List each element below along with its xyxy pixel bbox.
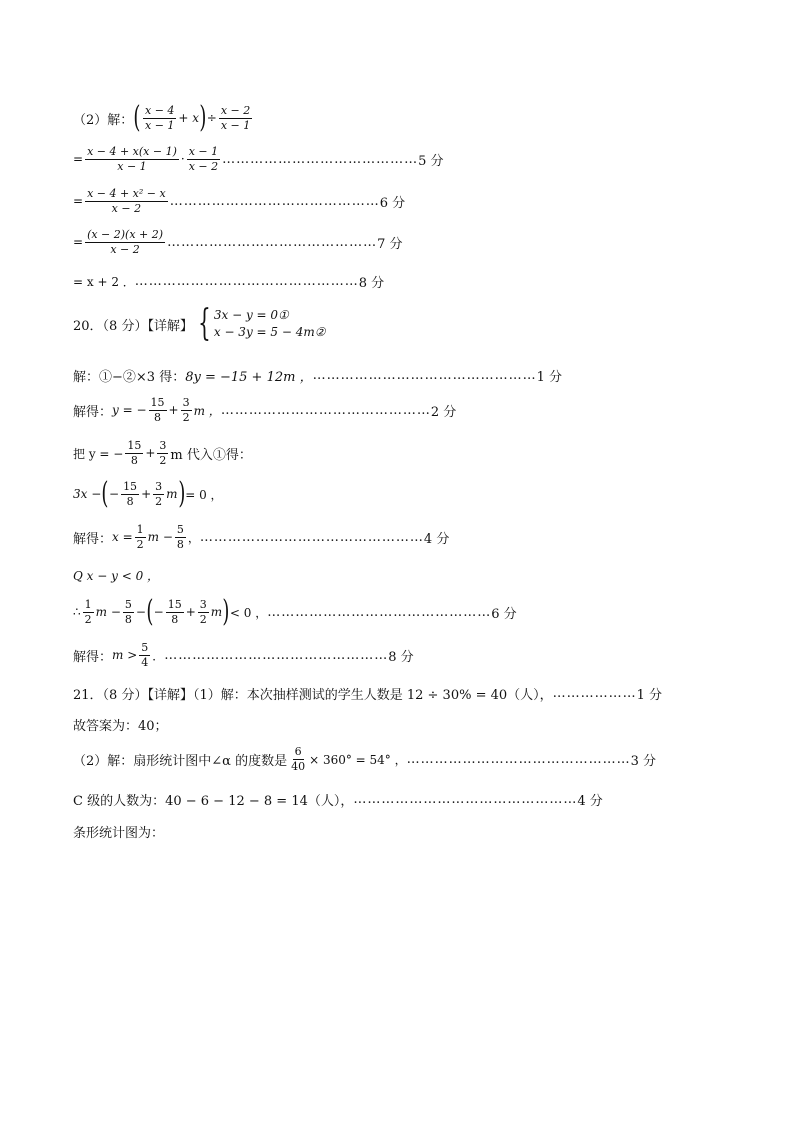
divide-sign: ÷	[206, 111, 217, 125]
leader-dots: …………………………………………	[134, 274, 359, 289]
result: = x + 2 ．	[73, 275, 135, 289]
part2-line3	[73, 187, 405, 216]
plus: +	[141, 487, 152, 501]
part2-line2	[73, 145, 444, 174]
q21-part2	[73, 745, 656, 774]
variable-m: m	[210, 605, 223, 619]
expr-part: ．	[152, 648, 165, 663]
fraction: $\frac{1}{2}$	[84, 597, 92, 626]
step-label: 解得：	[73, 649, 113, 665]
times-dot: ·	[180, 152, 185, 167]
q20-header	[73, 303, 326, 344]
expr-part: 3x −	[73, 487, 102, 501]
plus-x: + x	[178, 111, 200, 125]
expr-part: m >	[112, 648, 138, 663]
score: 8 分	[358, 276, 385, 291]
q21-answer	[73, 715, 168, 734]
score: 1 分	[536, 370, 562, 385]
leader-dots: ………………………………………	[167, 234, 378, 250]
c-level-text: C 级的人数为：40 − 6 − 12 − 8 = 14（人），	[73, 794, 354, 809]
fraction: $\frac{3}{2}$	[199, 597, 207, 626]
fraction: $\frac{x - 2}{x - 1}$	[220, 103, 251, 132]
fraction: $\frac{15}{8}$	[150, 396, 165, 424]
answer-text: 故答案为：40；	[73, 719, 168, 734]
left-paren: (	[133, 100, 141, 135]
plus: +	[185, 605, 196, 619]
variable-m: m	[166, 487, 178, 501]
leader-dots: …………………………………………	[406, 751, 631, 767]
plus: +	[168, 403, 179, 418]
fraction: $\frac{3}{2}$	[159, 439, 167, 467]
bar-chart-label: 条形统计图为：	[73, 826, 165, 841]
fraction: $\frac{6}{40}$	[291, 745, 306, 773]
score: 6 分	[379, 195, 406, 211]
minus: −	[109, 487, 120, 501]
score: 6 分	[491, 606, 517, 622]
fraction: $\frac{3}{2}$	[182, 396, 190, 424]
fraction: $\frac{15}{8}$	[127, 439, 142, 467]
expr-part: x =	[112, 530, 133, 545]
fraction: $\frac{1}{2}$	[136, 523, 144, 551]
score: 1 分	[636, 688, 663, 703]
expr-part: y = −	[112, 403, 147, 418]
q20-step1	[73, 366, 562, 385]
equals: =	[73, 152, 84, 167]
fraction: $\frac{15}{8}$	[123, 479, 138, 508]
leader-dots: …………………………………………	[312, 368, 537, 383]
part2-label: （2）解：	[73, 112, 134, 128]
part2-text: （2）解：扇形统计图中∠α 的度数是	[73, 753, 288, 769]
minus: −	[153, 605, 164, 619]
right-paren: )	[222, 594, 230, 629]
equation-1: 3x − y = 0①	[213, 307, 289, 322]
expr-part: ，	[187, 530, 200, 545]
leader-dots: …………………………………………	[199, 529, 424, 545]
leader-dots: ………………………………………	[169, 193, 380, 209]
q20-step6	[73, 567, 159, 584]
score: 3 分	[630, 753, 657, 769]
leader-dots: …………………………………………	[267, 604, 492, 620]
leader-dots: ………………	[552, 686, 637, 701]
q20-step7	[73, 594, 517, 629]
expr-part: m −	[147, 530, 173, 545]
expr-part: < 0 ，	[229, 605, 268, 620]
expr-part: 把 y = −	[73, 446, 124, 461]
q20-step2	[73, 396, 456, 425]
step-label: 解得：	[73, 531, 113, 547]
equals: =	[73, 194, 84, 209]
leader-dots: …………………………………………	[353, 792, 578, 807]
q21-bar-label	[73, 822, 164, 841]
score: 7 分	[377, 236, 403, 252]
fraction: $\frac{\text{x − 4 + x² − x}}{x - 2}$	[87, 187, 166, 215]
expr-part: m ，	[193, 403, 221, 418]
score: 2 分	[430, 404, 457, 420]
expr-part: × 360° = 54° ，	[309, 752, 407, 767]
step-label: 解得：	[73, 404, 113, 420]
part2-line4	[73, 228, 402, 257]
q20-step8	[73, 641, 414, 670]
fraction: $\frac{5}{8}$	[176, 523, 184, 551]
q21-part1	[73, 684, 662, 703]
q20-step5	[73, 523, 449, 552]
leader-dots: …………………………………………	[164, 647, 389, 663]
score: 4 分	[577, 794, 603, 809]
q20-title: 20．（8 分）【详解】	[73, 318, 193, 334]
minus: −	[135, 605, 146, 619]
fraction: $\frac{15}{8}$	[167, 597, 182, 626]
q20-step3	[73, 439, 252, 468]
equation-system	[214, 307, 326, 342]
step-label: 解：①−②×3 得：	[73, 370, 186, 385]
fraction: $\frac{5}{4}$	[141, 641, 149, 669]
expr-part: m 代入①得：	[170, 447, 252, 463]
part2-line1	[73, 100, 254, 135]
leader-dots: ………………………………………	[220, 402, 431, 418]
q21-c-level	[73, 790, 603, 809]
fraction: $\frac{3}{2}$	[155, 479, 163, 508]
fraction: $\frac{(x - 2)(x + 2)}{x - 2}$	[87, 228, 164, 256]
expression: 8y = −15 + 12m ，	[185, 370, 313, 385]
left-paren: (	[101, 476, 109, 511]
equation-2: x − 3y = 5 − 4m②	[213, 325, 326, 339]
score: 5 分	[418, 153, 444, 169]
fraction: $\frac{x - 4 + x(x - 1)}{x - 1}$	[87, 145, 177, 173]
part2-line5	[73, 272, 384, 291]
score: 4 分	[423, 531, 450, 547]
expr-part: = 0 ，	[185, 487, 223, 502]
right-paren: )	[199, 100, 207, 135]
fraction: $\frac{x - 1}{x - 2}$	[188, 145, 219, 173]
q20-step4	[73, 476, 223, 511]
plus: +	[145, 446, 156, 461]
score: 8 分	[388, 649, 414, 665]
condition: Q x − y < 0 ，	[73, 569, 160, 583]
leader-dots: ……………………………………	[222, 151, 419, 167]
equals: =	[73, 235, 84, 250]
right-paren: )	[177, 476, 185, 511]
therefore: ∴	[73, 605, 81, 619]
expr-part: m −	[95, 605, 121, 619]
q21-title: 21．（8 分）【详解】（1）解：本次抽样测试的学生人数是 12 ÷ 30% = 40（人），	[73, 688, 553, 703]
fraction: $\frac{x - 4}{x - 1}$	[145, 103, 175, 132]
system-brace: {	[198, 303, 211, 344]
fraction: $\frac{5}{8}$	[124, 597, 132, 626]
left-paren: (	[146, 594, 154, 629]
